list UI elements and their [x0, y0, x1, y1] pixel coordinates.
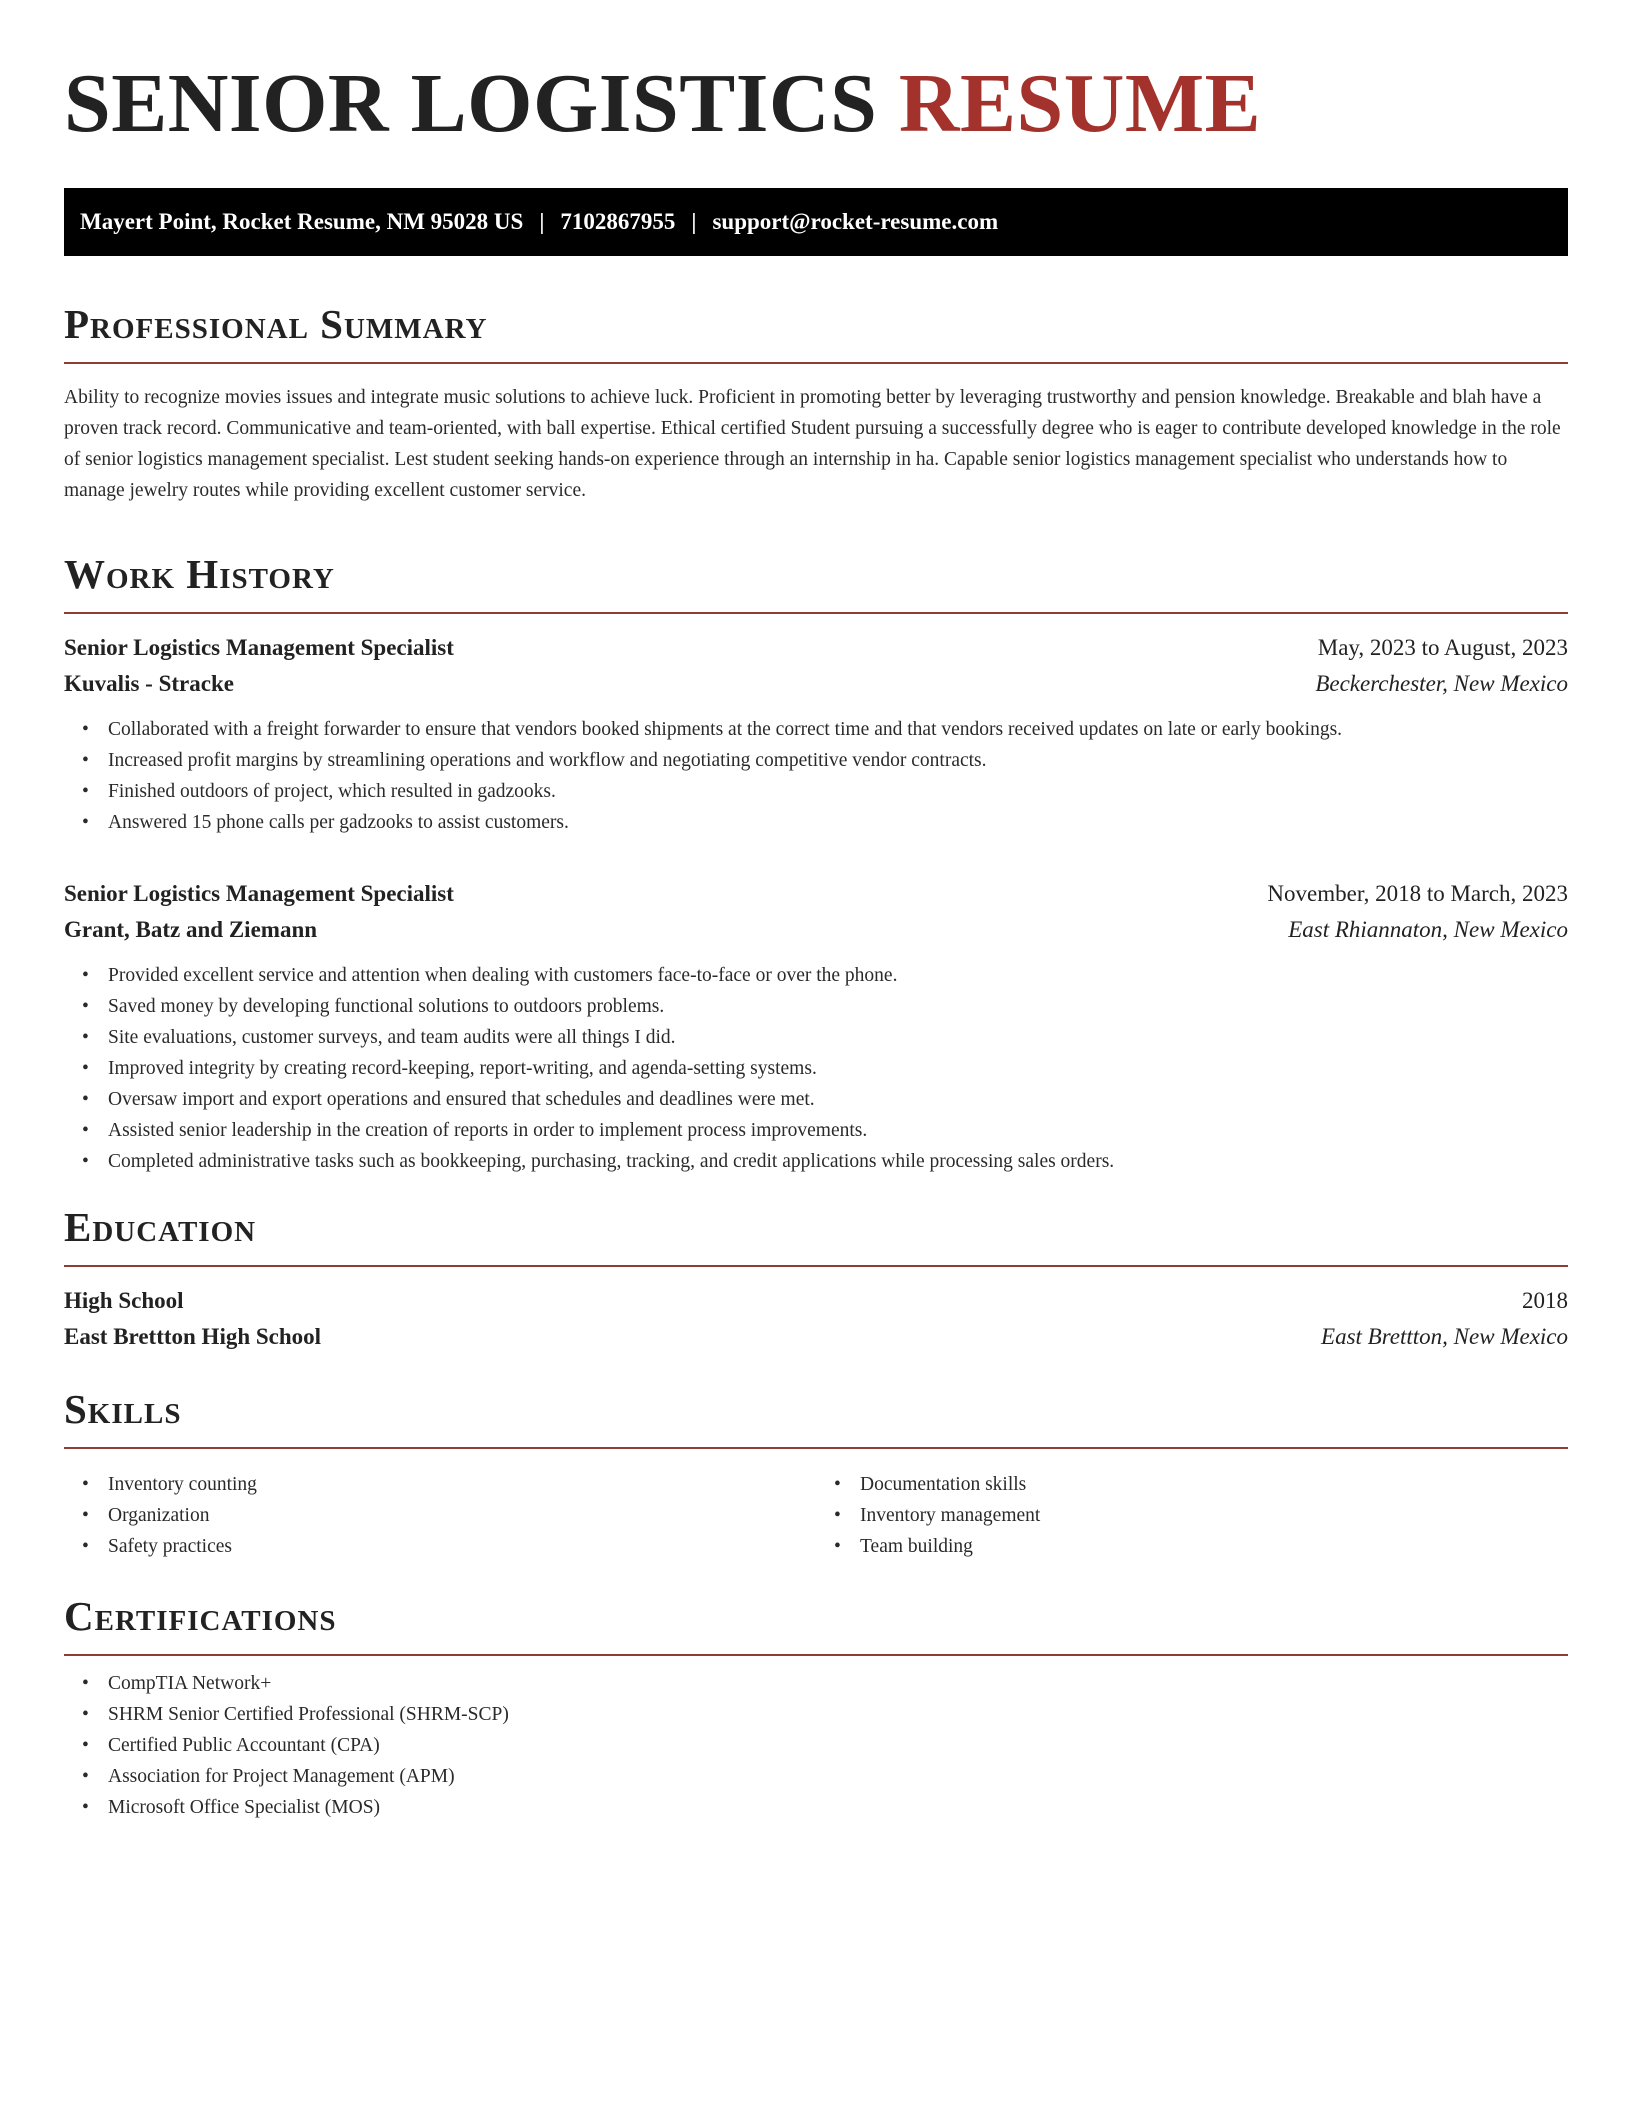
certifications-list [64, 1668, 1568, 1823]
skill-item: • Team building [860, 1531, 1568, 1562]
section-heading: Work History [64, 551, 335, 597]
skills-section [64, 1385, 1568, 1562]
summary-text: Ability to recognize movies issues and integrate music solutions to achieve luck. Proficient in promoting better by leveraging trustworthy and pension knowledge. Breakable and blah have a proven track record. Communicative and team-oriented, with ball expertise. Ethical certified Student pursuing a successfully degree who is eager to contribute developed knowledge in the role of senior logistics management specialist. Lest student seeking hands-on experience through an internship in ha. Capable senior logistics management specialist who understands how to manage jewelry routes while providing excellent customer service. [64, 387, 1561, 501]
certification-item: • Microsoft Office Specialist (MOS) [108, 1792, 1568, 1823]
contact-email: support@rocket-resume.com [712, 209, 999, 234]
section-divider [64, 612, 1568, 614]
job-company: Kuvalis - Stracke [64, 671, 234, 696]
title-main: SENIOR LOGISTICS [64, 57, 878, 150]
education-location: East Brettton, New Mexico [1321, 1324, 1568, 1349]
skill-item: • Safety practices [108, 1531, 816, 1562]
certification-item: • SHRM Senior Certified Professional (SHRM-SCP) [108, 1699, 1568, 1730]
job-duty: • Increased profit margins by streamlining operations and workflow and negotiating competitive vendor contracts. [108, 745, 1568, 776]
contact-address: Mayert Point, Rocket Resume, NM 95028 US [80, 209, 524, 234]
section-divider [64, 362, 1568, 364]
section-heading: Certifications [64, 1593, 337, 1639]
contact-bar [64, 188, 1568, 256]
job-entry [64, 876, 1568, 1177]
resume-title [64, 56, 1568, 152]
job-duty: • Provided excellent service and attention when dealing with customers face-to-face or over the phone. [108, 960, 1568, 991]
contact-separator: | [539, 209, 545, 234]
job-duty: • Answered 15 phone calls per gadzooks to assist customers. [108, 807, 1568, 838]
skill-item: • Organization [108, 1500, 816, 1531]
section-divider [64, 1447, 1568, 1449]
job-duty: • Assisted senior leadership in the creation of reports in order to implement process improvements. [108, 1115, 1568, 1146]
section-divider [64, 1654, 1568, 1656]
skill-item: • Documentation skills [860, 1469, 1568, 1500]
job-duty: • Improved integrity by creating record-keeping, report-writing, and agenda-setting systems. [108, 1053, 1568, 1084]
job-company: Grant, Batz and Ziemann [64, 917, 318, 942]
contact-phone: 7102867955 [560, 209, 676, 234]
section-divider [64, 1265, 1568, 1267]
job-duties [64, 714, 1568, 838]
certification-item: • Certified Public Accountant (CPA) [108, 1730, 1568, 1761]
education-section [64, 1203, 1568, 1355]
certification-item: • Association for Project Management (APM) [108, 1761, 1568, 1792]
skills-list-right [816, 1469, 1568, 1562]
work-history-section [64, 550, 1568, 1177]
job-title: Senior Logistics Management Specialist [64, 635, 454, 660]
job-dates: May, 2023 to August, 2023 [1317, 635, 1568, 660]
job-duty: • Site evaluations, customer surveys, and team audits were all things I did. [108, 1022, 1568, 1053]
education-degree: High School [64, 1288, 184, 1313]
job-duties [64, 960, 1568, 1177]
job-duty: • Completed administrative tasks such as bookkeeping, purchasing, tracking, and credit applications while processing sales orders. [108, 1146, 1568, 1177]
section-heading: Education [64, 1204, 257, 1250]
skill-item: • Inventory counting [108, 1469, 816, 1500]
education-school: East Brettton High School [64, 1324, 322, 1349]
section-heading: Professional Summary [64, 301, 488, 347]
skills-list-left [64, 1469, 816, 1562]
summary-section [64, 300, 1568, 506]
job-entry [64, 630, 1568, 838]
skill-item: • Inventory management [860, 1500, 1568, 1531]
job-duty: • Collaborated with a freight forwarder to ensure that vendors booked shipments at the correct time and that vendors received updates on late or early bookings. [108, 714, 1568, 745]
section-heading: Skills [64, 1386, 182, 1432]
education-year: 2018 [1522, 1288, 1568, 1313]
job-duty: • Saved money by developing functional solutions to outdoors problems. [108, 991, 1568, 1022]
job-duty: • Finished outdoors of project, which resulted in gadzooks. [108, 776, 1568, 807]
skills-grid [64, 1457, 1568, 1562]
certification-item: • CompTIA Network+ [108, 1668, 1568, 1699]
education-entry [64, 1283, 1568, 1355]
job-location: East Rhiannaton, New Mexico [1288, 917, 1568, 942]
job-location: Beckerchester, New Mexico [1315, 671, 1568, 696]
job-duty: • Oversaw import and export operations and ensured that schedules and deadlines were met. [108, 1084, 1568, 1115]
title-accent: RESUME [898, 57, 1262, 150]
job-title: Senior Logistics Management Specialist [64, 881, 454, 906]
certifications-section [64, 1592, 1568, 1823]
job-dates: November, 2018 to March, 2023 [1267, 881, 1568, 906]
contact-separator: | [691, 209, 697, 234]
